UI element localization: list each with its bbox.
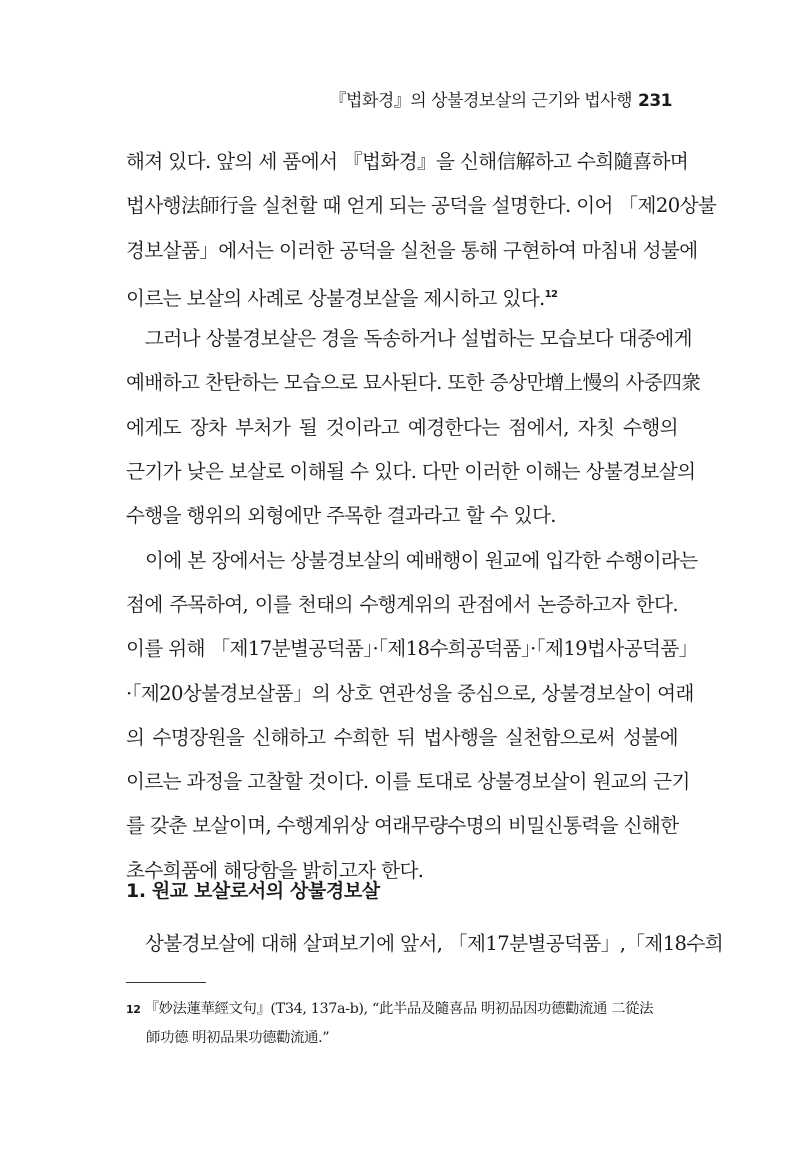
text-line: 해져 있다. 앞의 세 품에서 『법화경』을 신해信解하고 수희隨喜하며 [126,150,689,173]
text-line: ·「제20상불경보살품」의 상호 연관성을 중심으로, 상불경보살이 여래 [126,681,694,705]
footnote-text: 師功德 明初品果功德勸流通.” [146,1030,330,1046]
footnote-number: 12 [126,1003,141,1016]
footnote-divider [126,982,206,983]
footnote-marker[interactable]: 12 [544,288,558,300]
text-line: 의 수명장원을 신해하고 수희한 뒤 법사행을 실천함으로써 성불에 [126,725,678,749]
text-line: 이를 위해 「제17분별공덕품」·「제18수희공덕품」·「제19법사공덕품」 [126,637,698,661]
text-line: 법사행法師行을 실천할 때 얻게 되는 공덕을 설명한다. 이어 「제20상불 [126,194,717,218]
text-line: 상불경보살에 대해 살펴보기에 앞서, 「제17분별공덕품」,「제18수희 [145,932,724,955]
page-number: 231 [638,91,672,111]
section-body [126,922,724,966]
text-line: 에게도 장차 부처가 될 것이라고 예경한다는 점에서, 자칫 수행의 [126,415,678,439]
text-line: 이르는 보살의 사례로 상불경보살을 제시하고 있다. [126,286,545,310]
text-line: 경보살품」에서는 이러한 공덕을 실천을 통해 구현하여 마침내 성불에 [126,238,698,262]
text-line: 이르는 과정을 고찰할 것이다. 이를 토대로 상불경보살이 원교의 근기 [126,770,690,794]
running-header [330,86,672,111]
footnote-text: 『妙法蓮華經文句』(T34, 137a-b), “此半品及隨喜品 明初品因功德勸流通 二從法 [144,1001,654,1017]
running-header-title: 『법화경』의 상불경보살의 근기와 법사행 [329,91,632,111]
text-line-with-footnote [126,273,678,317]
text-line: 초수희품에 해당함을 밝히고자 한다. [126,858,424,882]
footnote [126,995,678,1053]
text-line: 근기가 낮은 보살로 이해될 수 있다. 다만 이러한 이해는 상불경보살의 [126,460,696,484]
text-line: 그러나 상불경보살은 경을 독송하거나 설법하는 모습보다 대중에게 [145,327,692,351]
text-line: 점에 주목하여, 이를 천태의 수행계위의 관점에서 논증하고자 한다. [126,592,678,616]
text-line: 이에 본 장에서는 상불경보살의 예배행이 원교에 입각한 수행이라는 [145,548,698,572]
text-line: 예배하고 찬탄하는 모습으로 묘사된다. 또한 증상만增上慢의 사중四衆 [126,371,701,395]
body-text [126,140,717,893]
text-line: 수행을 행위의 외형에만 주목한 결과라고 할 수 있다. [126,504,556,528]
text-line: 를 갖춘 보살이며, 수행계위상 여래무량수명의 비밀신통력을 신해한 [126,814,679,838]
section-heading: 1. 원교 보살로서의 상불경보살 [126,880,380,902]
